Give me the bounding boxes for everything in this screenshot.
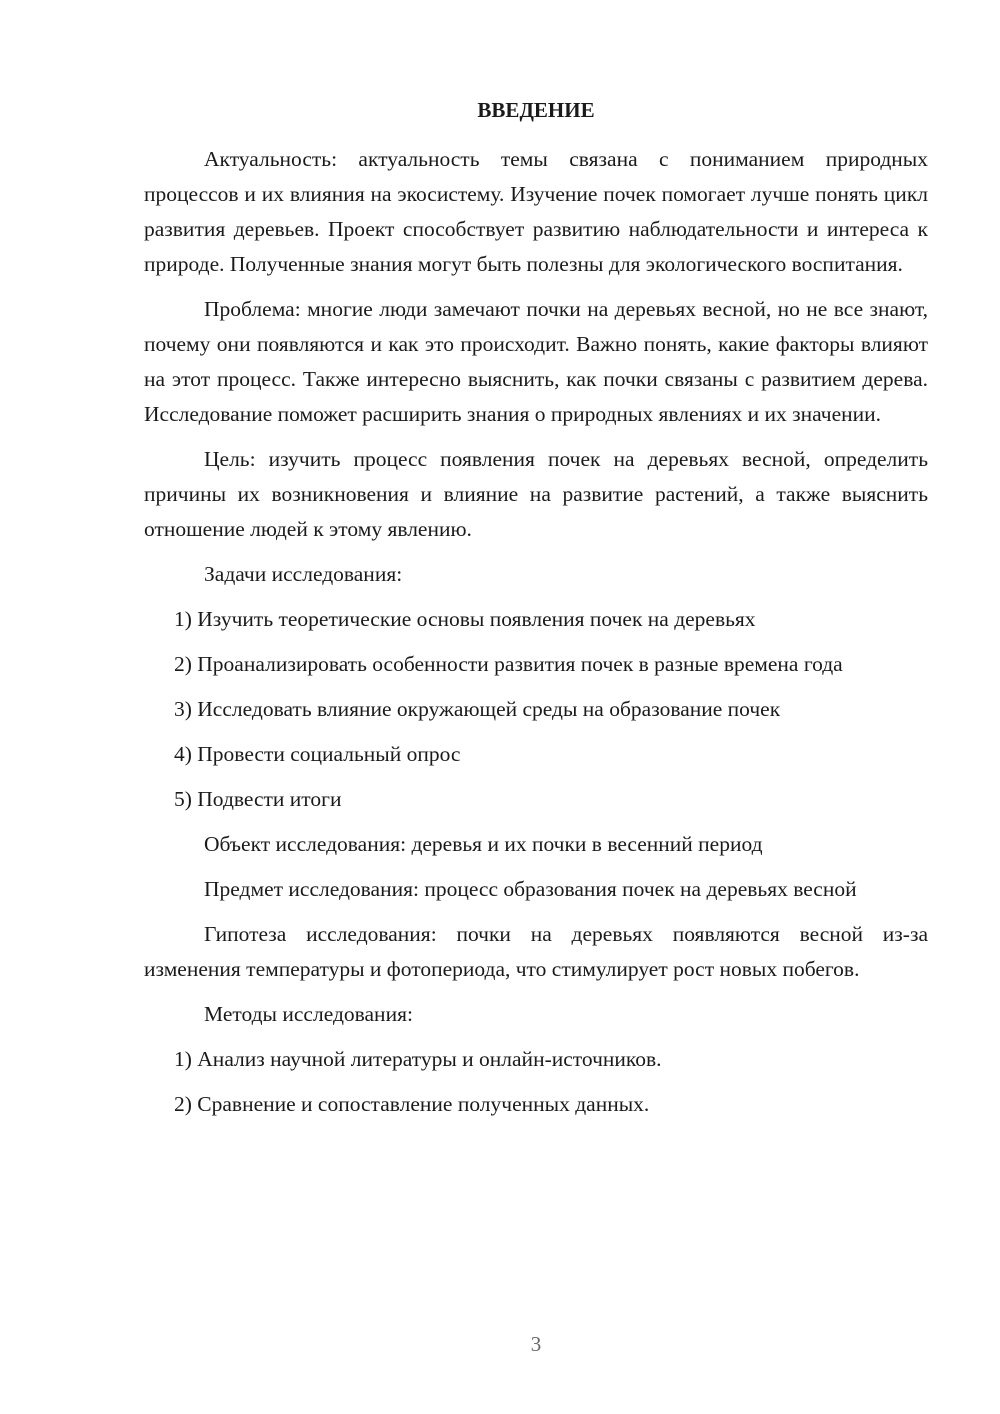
- subject-paragraph: Предмет исследования: процесс образования почек на деревьях весной: [204, 877, 857, 901]
- task-item: 1) Изучить теоретические основы появления почек на деревьях: [174, 607, 756, 631]
- task-item: 4) Провести социальный опрос: [174, 742, 461, 766]
- task-item: 2) Проанализировать особенности развития почек в разные времена года: [174, 652, 843, 676]
- document-page: [144, 96, 928, 1132]
- section-title: ВВЕДЕНИЕ: [477, 98, 595, 122]
- method-item: 1) Анализ научной литературы и онлайн-источников.: [174, 1047, 662, 1071]
- problem-paragraph: Проблема: многие люди замечают почки на деревьях весной, но не все знают, почему они появляются и как это происходит. Важно понять, какие факторы влияют на этот процесс. Также интересно выяснить, как почки связаны с развитием дерева. Исследование поможет расширить знания о природных явлениях и их значении.: [144, 297, 928, 426]
- page-number: 3: [530, 1332, 542, 1356]
- method-item: 2) Сравнение и сопоставление полученных данных.: [174, 1092, 650, 1116]
- tasks-heading: Задачи исследования:: [204, 562, 403, 586]
- task-item: 3) Исследовать влияние окружающей среды на образование почек: [174, 697, 781, 721]
- hypothesis-paragraph: Гипотеза исследования: почки на деревьях появляются весной из-за изменения температуры и фотопериода, что стимулирует рост новых побегов.: [144, 922, 928, 981]
- task-item: 5) Подвести итоги: [174, 787, 342, 811]
- relevance-paragraph: Актуальность: актуальность темы связана с пониманием природных процессов и их влияния на экосистему. Изучение почек помогает лучше понять цикл развития деревьев. Проект способствует развитию наблюдательности и интереса к природе. Полученные знания могут быть полезны для экологического воспитания.: [144, 147, 928, 276]
- goal-paragraph: Цель: изучить процесс появления почек на деревьях весной, определить причины их возникновения и влияние на развитие растений, а также выяснить отношение людей к этому явлению.: [144, 447, 928, 541]
- object-paragraph: Объект исследования: деревья и их почки в весенний период: [204, 832, 763, 856]
- methods-heading: Методы исследования:: [204, 1002, 413, 1026]
